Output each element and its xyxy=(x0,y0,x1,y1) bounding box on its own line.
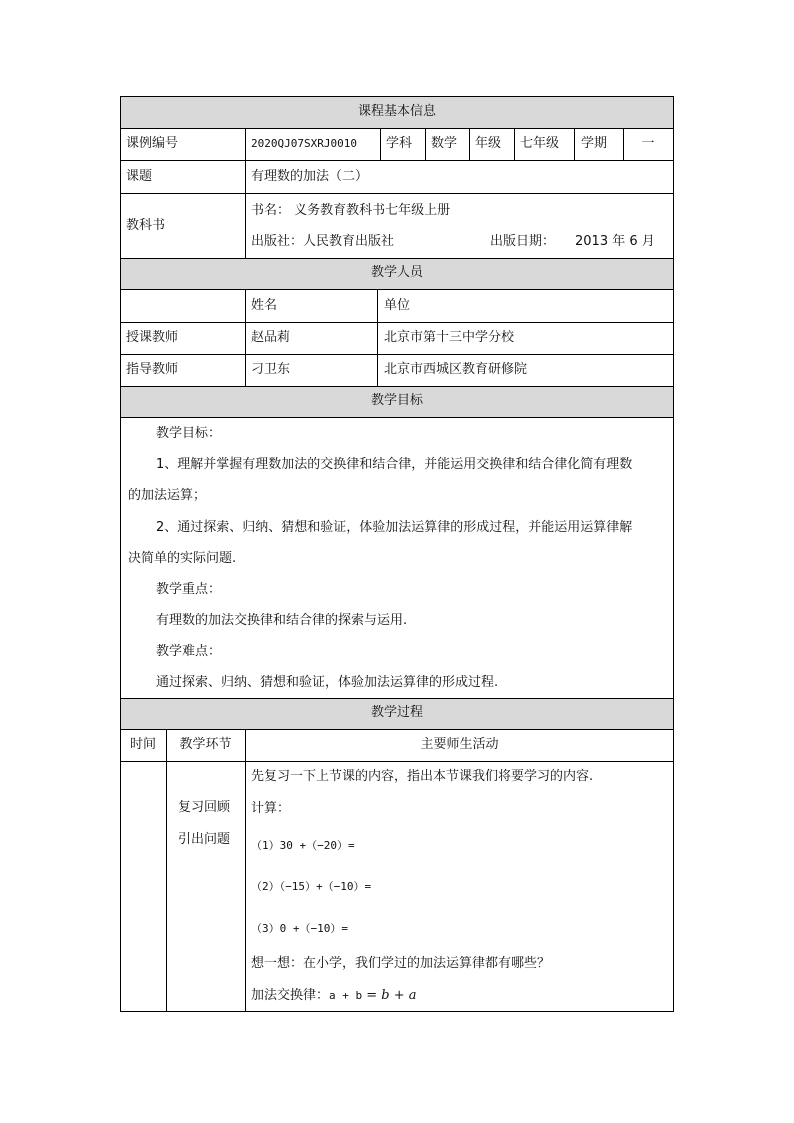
pub-date-value: 2013 年 6 月 xyxy=(575,234,655,249)
stage-line-1: 复习回顾 xyxy=(178,800,231,815)
grid-line xyxy=(120,354,674,355)
grid-line xyxy=(166,729,167,1012)
grid-line xyxy=(380,128,381,160)
grid-line xyxy=(120,1011,674,1012)
exercise-2: （2）（−15）+（−10）= xyxy=(251,880,372,893)
subject-value: 数学 xyxy=(431,136,458,151)
mentor-unit: 北京市西城区教育研修院 xyxy=(384,362,528,377)
grid-line xyxy=(514,128,515,160)
goal-1-line-1: 1、理解并掌握有理数加法的交换律和结合律，并能运用交换律和结合律化简有理数 xyxy=(156,457,633,472)
grid-line xyxy=(245,729,246,1012)
mentor-label: 指导教师 xyxy=(126,362,179,377)
topic-value: 有理数的加法（二） xyxy=(251,169,369,184)
col-time: 时间 xyxy=(129,737,156,752)
section-title-basic-info: 课程基本信息 xyxy=(357,104,436,119)
section-title-goals: 教学目标 xyxy=(370,393,423,408)
grid-line xyxy=(377,289,378,386)
grid-line xyxy=(120,289,674,290)
name-header: 姓名 xyxy=(251,298,278,313)
grid-line xyxy=(673,96,674,1012)
textbook-label: 教科书 xyxy=(126,218,166,233)
law-lhs: a + b xyxy=(329,989,363,1002)
difficulty-heading: 教学难点： xyxy=(156,644,222,659)
stage-line-2: 引出问题 xyxy=(178,832,231,847)
grid-line xyxy=(120,417,674,418)
teacher-label: 授课教师 xyxy=(126,330,179,345)
grid-line xyxy=(120,160,674,161)
law-rhs: = b + a xyxy=(366,988,417,1003)
key-point-text: 有理数的加法交换律和结合律的探索与运用. xyxy=(156,613,408,628)
grid-line xyxy=(120,193,674,194)
activity-intro: 先复习一下上节课的内容，指出本节课我们将要学习的内容. xyxy=(251,769,594,784)
grid-line xyxy=(120,698,674,699)
calc-label: 计算： xyxy=(251,801,291,816)
teacher-unit: 北京市第十三中学分校 xyxy=(384,330,515,345)
pub-date-label: 出版日期： xyxy=(490,234,556,249)
grid-line xyxy=(120,128,674,129)
section-title-staff: 教学人员 xyxy=(370,265,423,280)
subject-label: 学科 xyxy=(386,136,413,151)
topic-label: 课题 xyxy=(126,169,153,184)
term-label: 学期 xyxy=(581,136,608,151)
law-line xyxy=(251,987,417,1005)
grid-line xyxy=(574,128,575,160)
goal-2-line-1: 2、通过探索、归纳、猜想和验证，体验加法运算律的形成过程，并能运用运算律解 xyxy=(156,520,633,535)
mentor-name: 刁卫东 xyxy=(251,362,291,377)
col-activity: 主要师生活动 xyxy=(420,737,499,752)
book-name: 书名： 义务教育教科书七年级上册 xyxy=(251,203,451,218)
section-title-process: 教学过程 xyxy=(370,705,423,720)
grid-line xyxy=(245,160,246,258)
grid-line xyxy=(120,729,674,730)
grade-value: 七年级 xyxy=(520,136,560,151)
grid-line xyxy=(120,96,674,97)
goals-heading: 教学目标： xyxy=(156,426,222,441)
grid-line xyxy=(120,386,674,387)
think-question: 想一想：在小学，我们学过的加法运算律都有哪些？ xyxy=(251,956,551,971)
key-point-heading: 教学重点： xyxy=(156,582,222,597)
grid-line xyxy=(120,322,674,323)
law-label: 加法交换律： xyxy=(251,988,330,1003)
unit-header: 单位 xyxy=(384,298,411,313)
grid-line xyxy=(120,258,674,259)
grade-label: 年级 xyxy=(475,136,502,151)
publisher: 出版社：人民教育出版社 xyxy=(251,234,395,249)
term-value: 一 xyxy=(641,136,655,151)
difficulty-text: 通过探索、归纳、猜想和验证，体验加法运算律的形成过程. xyxy=(156,675,499,690)
exercise-1: （1）30 +（−20）= xyxy=(251,839,355,852)
exercise-3: （3）0 +（−10）= xyxy=(251,922,348,935)
code-value: 2020QJ07SXRJ0010 xyxy=(251,137,357,150)
goal-2-line-2: 决简单的实际问题. xyxy=(128,551,237,566)
teacher-name: 赵品莉 xyxy=(251,330,291,345)
code-label: 课例编号 xyxy=(126,136,179,151)
grid-line xyxy=(245,289,246,386)
grid-line xyxy=(120,761,674,762)
grid-line xyxy=(469,128,470,160)
goal-1-line-2: 的加法运算； xyxy=(128,488,207,503)
grid-line xyxy=(120,96,121,1012)
col-stage: 教学环节 xyxy=(179,737,232,752)
grid-line xyxy=(245,128,246,160)
grid-line xyxy=(425,128,426,160)
lesson-info-table xyxy=(120,96,674,1012)
